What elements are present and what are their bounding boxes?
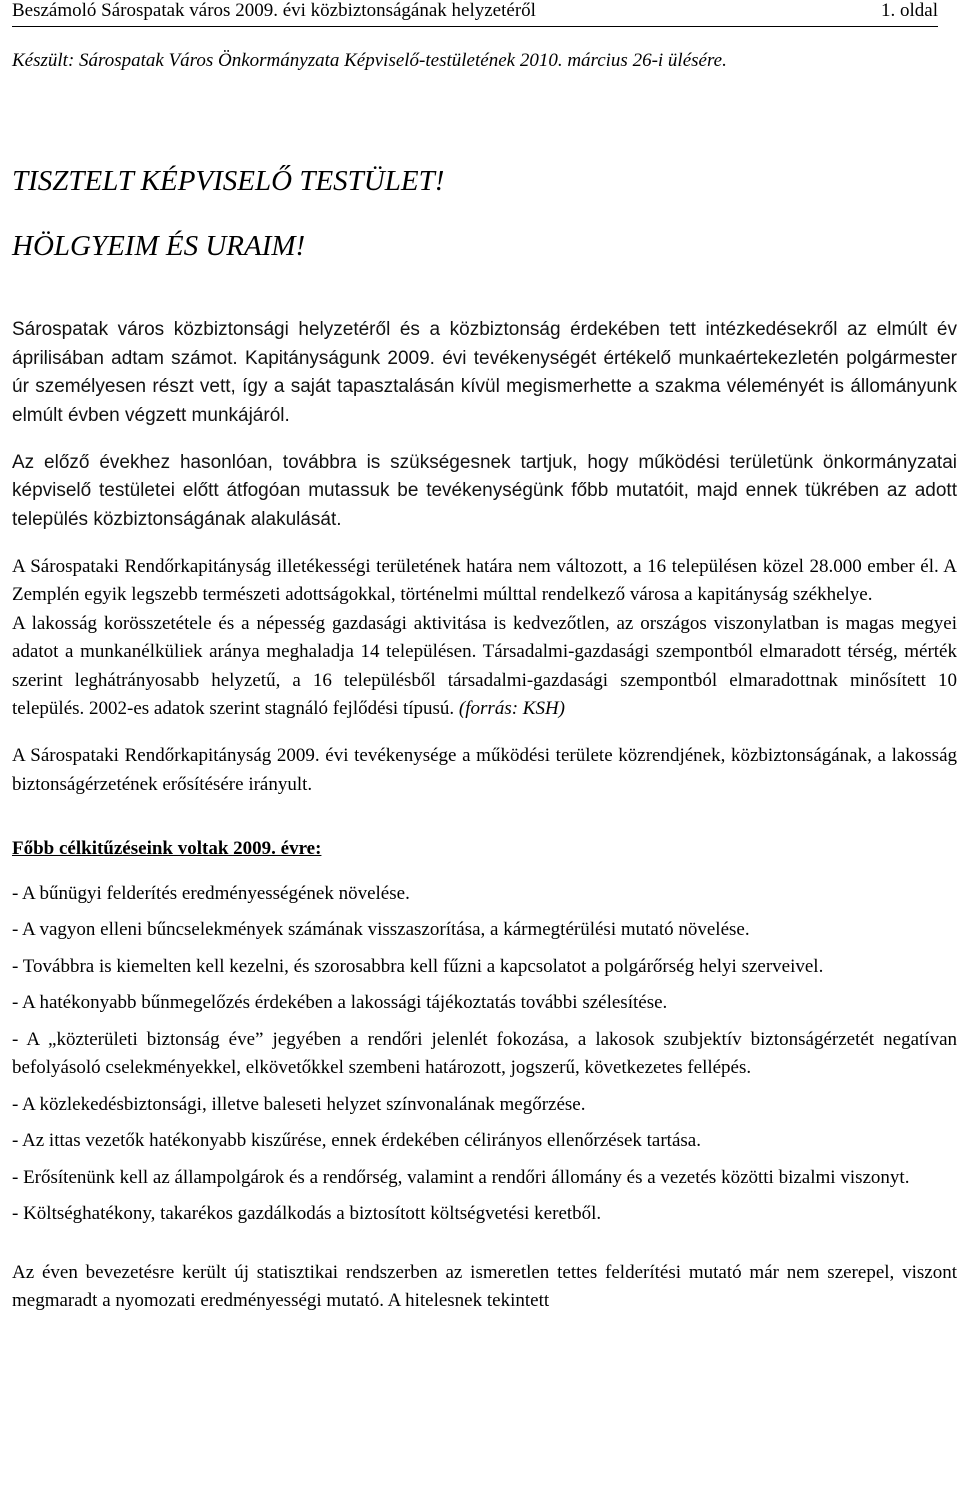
goal-item: - Költséghatékony, takarékos gazdálkodás a biztosított költségvetési keretből.	[12, 1203, 602, 1224]
goal-item: - A bűnügyi felderítés eredményességének növelése.	[12, 882, 410, 904]
paragraph-3b-text: A lakosság korösszetétele és a népesség gazdasági aktivitása is kedvezőtlen, az országos viszonylatban is magas megyei adatot a munkanélküliek aránya meghaladja 14 településen. Társadalmi-gazdasági szempontból elmaradott térség, mérték szerint leghátrányosabb helyzetű, a 16 településből társadalmi-gazdasági szempontból elmaradottnak minősített 10 település. 2002-es adatok szerint stagnáló fejlődési típusú.	[12, 612, 957, 719]
greeting-line-2: HÖLGYEIM ÉS URAIM!	[12, 230, 306, 262]
goal-item: - A közlekedésbiztonsági, illetve baleseti helyzet színvonalának megőrzése.	[12, 1093, 586, 1115]
goal-item: - A vagyon elleni bűncselekmények számának visszaszorítása, a kármegtérülési mutató növelése.	[12, 919, 750, 940]
paragraph-4: A Sárospataki Rendőrkapitányság 2009. évi tevékenysége a működési területe közrendjének, közbiztonságának, a lakosság biztonságérzetének erősítésére irányult.	[12, 745, 957, 795]
header-title: Beszámoló Sárospatak város 2009. évi közbiztonságának helyzetéről	[12, 0, 536, 21]
paragraph-3b	[12, 610, 957, 724]
final-paragraph: Az éven bevezetésre került új statisztikai rendszerben az ismeretlen tettes felderítési mutató már nem szerepel, viszont megmaradt a nyomozati eredményességi mutató. A hitelesnek tekintett	[12, 1261, 957, 1311]
greeting-line-1: TISZTELT KÉPVISELŐ TESTÜLET!	[12, 165, 445, 197]
goals-list	[12, 880, 957, 1229]
paragraph-2: Az előző évekhez hasonlóan, továbbra is szükségesnek tartjuk, hogy működési területünk önkormányzatai képviselő testületei előtt átfogóan mutassuk be tevékenységünk főbb mutatóit, majd ennek tükrében az adott település közbiztonságának alakulását.	[12, 451, 957, 530]
goal-item: - Erősítenünk kell az állampolgárok és a rendőrség, valamint a rendőri állomány és a vezetés közötti bizalmi viszonyt.	[12, 1166, 910, 1188]
source-note: (forrás: KSH)	[458, 698, 566, 719]
goal-item: - A hatékonyabb bűnmegelőzés érdekében a lakossági tájékoztatás további szélesítése.	[12, 992, 668, 1013]
prepared-for-line: Készült: Sárospatak Város Önkormányzata Képviselő-testületének 2010. március 26-i ülésére.	[12, 50, 727, 71]
goal-item: - Továbbra is kiemelten kell kezelni, és szorosabbra kell fűzni a kapcsolatot a polgárőrség helyi szerveivel.	[12, 955, 824, 977]
goal-item: - Az ittas vezetők hatékonyabb kiszűrése, ennek érdekében célirányos ellenőrzések tartása.	[12, 1130, 701, 1151]
document-body	[12, 316, 957, 1316]
intro-paragraph: Sárospatak város közbiztonsági helyzetéről és a közbiztonság érdekében tett intézkedésekről az elmúlt év áprilisában adtam számot. Kapitányságunk 2009. évi tevékenységét értékelő munkaértekezletén polgármester úr személyesen részt vett, így a saját tapasztalásán kívül megismerhette a szakma véleményét is állományunk elmúlt évben végzett munkájáról.	[12, 319, 957, 426]
goal-item: - A „közterületi biztonság éve” jegyében a rendőri jelenlét fokozása, a lakosok szubjektív biztonságérzetét negatívan befolyásoló cselekményekkel, elkövetőkkel szembeni határozott, jogszerű, következetes fellépés.	[12, 1028, 957, 1078]
goals-heading: Főbb célkitűzéseink voltak 2009. évre:	[12, 838, 322, 859]
paragraph-3a: A Sárospataki Rendőrkapitányság illetékességi területének határa nem változott, a 16 településen közel 28.000 ember él. A Zemplén egyik legszebb természeti adottságokkal, történelmi múlttal rendelkező városa a kapitányság székhelye.	[12, 555, 957, 605]
page-header	[12, 0, 938, 27]
header-page-number: 1. oldal	[881, 0, 938, 21]
